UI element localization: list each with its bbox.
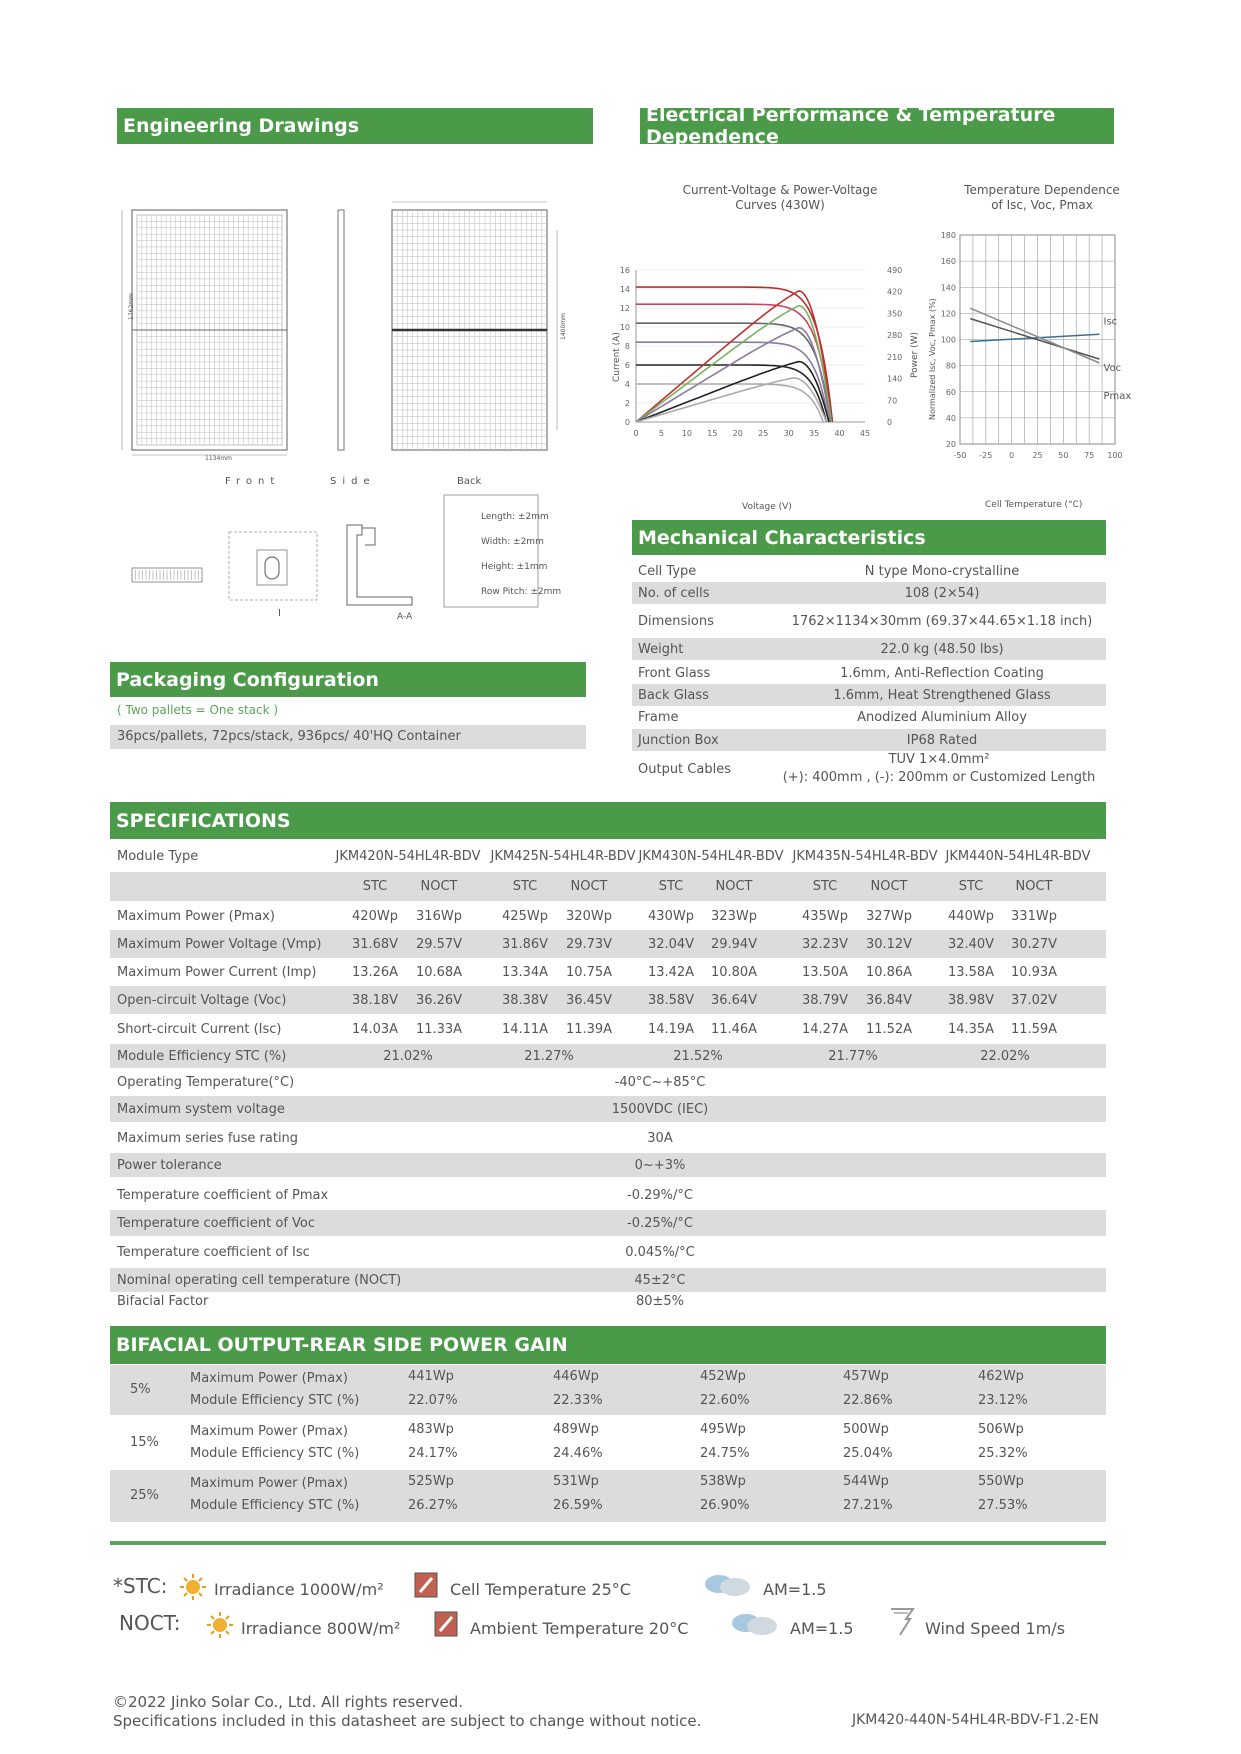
noct-wind-speed: Wind Speed 1m/s <box>925 1619 1066 1638</box>
packaging-note: ( Two pallets = One stack ) <box>117 703 279 717</box>
mech-value: 1.6mm, Heat Strengthened Glass <box>833 687 1051 703</box>
iv-y-tick-right: 140 <box>887 374 903 384</box>
spec-value: 14.27A <box>801 1021 849 1037</box>
spec-row <box>110 902 1106 930</box>
bifacial-pmax-value: 483Wp <box>408 1422 454 1437</box>
bifacial-pmax-value: 462Wp <box>978 1369 1024 1384</box>
spec-value: 331Wp <box>1011 908 1057 924</box>
iv-x-tick: 25 <box>758 429 769 438</box>
general-spec-value: -0.29%/°C <box>627 1187 693 1203</box>
spec-label: Open-circuit Voltage (Voc) <box>117 992 287 1008</box>
spec-label: Short-circuit Current (Isc) <box>117 1021 282 1037</box>
spec-value: 36.84V <box>865 992 913 1008</box>
spec-value: 420Wp <box>352 908 398 924</box>
bifacial-eff-value: 22.07% <box>408 1393 458 1408</box>
temp-x-tick: 0 <box>1009 451 1015 460</box>
temp-y-tick: 80 <box>945 361 956 371</box>
spec-label: Maximum Power Current (Imp) <box>117 964 317 980</box>
temp-y-tick: 180 <box>940 231 956 240</box>
mech-row <box>632 729 1106 751</box>
spec-label: Maximum Power (Pmax) <box>117 908 275 924</box>
noct-header: NOCT <box>715 879 753 894</box>
efficiency-value: 21.52% <box>673 1048 723 1064</box>
efficiency-row <box>110 1044 1106 1068</box>
temp-y-tick: 160 <box>940 257 956 267</box>
iv-y-tick: 14 <box>619 285 630 294</box>
spec-value: 14.19A <box>647 1021 695 1037</box>
iv-y-tick-right: 490 <box>887 266 903 275</box>
spec-value: 29.94V <box>710 936 758 952</box>
bifacial-pmax-value: 531Wp <box>553 1474 599 1489</box>
general-spec-row <box>110 1268 1106 1292</box>
iv-x-tick: 40 <box>834 429 845 438</box>
spec-value: 14.11A <box>501 1021 549 1037</box>
bifacial-eff-value: 26.27% <box>408 1498 458 1513</box>
spec-label: Maximum Power Voltage (Vmp) <box>117 936 322 952</box>
bifacial-eff-value: 25.04% <box>843 1446 893 1461</box>
temp-x-tick: 25 <box>1032 451 1043 460</box>
pv-curve <box>636 291 832 422</box>
temp-x-tick: 100 <box>1107 451 1123 460</box>
mech-value: Anodized Aluminium Alloy <box>857 709 1027 725</box>
bifacial-pmax-value: 441Wp <box>408 1369 454 1384</box>
general-spec-value: -40°C~+85°C <box>614 1074 706 1090</box>
general-spec-row <box>110 1181 1106 1209</box>
mech-value: N type Mono-crystalline <box>864 563 1020 579</box>
iv-x-tick: 0 <box>633 429 639 438</box>
spec-value: 11.59A <box>1010 1021 1058 1037</box>
iv-x-tick: 10 <box>681 429 692 438</box>
bifacial-gain-pct: 25% <box>130 1488 159 1503</box>
sun-icon <box>205 1610 235 1640</box>
efficiency-label: Module Efficiency STC (%) <box>117 1048 287 1064</box>
tolerance-width: Width: ±2mm <box>481 537 544 547</box>
spec-value: 30.12V <box>865 936 913 952</box>
general-spec-label: Temperature coefficient of Voc <box>117 1215 316 1231</box>
iv-x-tick: 15 <box>707 429 718 438</box>
thermometer-icon <box>412 1570 440 1600</box>
iv-y-tick: 0 <box>624 418 630 427</box>
mech-value: 108 (2×54) <box>904 585 980 601</box>
mech-row <box>632 560 1106 582</box>
bifacial-pmax-value: 489Wp <box>553 1422 599 1437</box>
spec-value: 316Wp <box>416 908 462 924</box>
spec-value: 435Wp <box>802 908 848 924</box>
spec-value: 36.26V <box>415 992 463 1008</box>
iv-y-tick-right: 420 <box>887 287 903 297</box>
noct-ambient-temp: Ambient Temperature 20°C <box>470 1619 689 1638</box>
iv-x-tick: 20 <box>732 429 743 438</box>
iv-y-tick-right: 0 <box>887 418 893 427</box>
bifacial-gain-pct: 5% <box>130 1382 151 1397</box>
stc-label: *STC: <box>113 1574 168 1598</box>
front-view-drawing <box>122 210 287 455</box>
spec-value: 13.34A <box>501 964 549 980</box>
bifacial-eff-label: Module Efficiency STC (%) <box>190 1498 360 1513</box>
spec-value: 31.68V <box>351 936 399 952</box>
general-spec-value: 0.045%/°C <box>625 1244 695 1260</box>
noct-irradiance: Irradiance 800W/m² <box>241 1619 401 1638</box>
spec-value: 13.50A <box>801 964 849 980</box>
temp-y-tick: 120 <box>940 309 956 319</box>
spec-value: 11.33A <box>415 1021 463 1037</box>
stc-noct-header-row <box>110 872 1106 901</box>
spec-row <box>110 958 1106 986</box>
bifacial-pmax-value: 495Wp <box>700 1422 746 1437</box>
model-name: JKM420N-54HL4R-BDV <box>335 848 481 864</box>
stc-irradiance: Irradiance 1000W/m² <box>214 1580 384 1599</box>
temp-chart-title-line1: Temperature Dependence <box>964 183 1120 197</box>
footer-doc-code: JKM420-440N-54HL4R-BDV-F1.2-EN <box>852 1712 1099 1728</box>
temp-y-tick: 100 <box>940 335 956 345</box>
bifacial-eff-label: Module Efficiency STC (%) <box>190 1393 360 1408</box>
bifacial-pmax-value: 538Wp <box>700 1474 746 1489</box>
cloud-icon <box>703 1570 753 1598</box>
model-name: JKM430N-54HL4R-BDV <box>638 848 784 864</box>
bifacial-eff-value: 24.75% <box>700 1446 750 1461</box>
mech-key: Dimensions <box>638 613 714 629</box>
bifacial-pmax-label: Maximum Power (Pmax) <box>190 1476 348 1491</box>
bifacial-pmax-value: 457Wp <box>843 1369 889 1384</box>
spec-value: 38.98V <box>947 992 995 1008</box>
spec-value: 11.52A <box>865 1021 913 1037</box>
bifacial-eff-label: Module Efficiency STC (%) <box>190 1446 360 1461</box>
temp-series-label: Pmax <box>1103 391 1132 403</box>
general-spec-label: Temperature coefficient of Pmax <box>117 1187 329 1203</box>
temp-chart-title <box>942 183 1142 213</box>
noct-label: NOCT: <box>119 1611 181 1635</box>
bifacial-row <box>110 1470 1106 1522</box>
iv-chart <box>610 262 903 447</box>
spec-value: 32.04V <box>647 936 695 952</box>
mech-key: Junction Box <box>638 732 719 748</box>
efficiency-value: 22.02% <box>980 1048 1030 1064</box>
mech-value: TUV 1×4.0mm² <box>888 752 990 767</box>
temp-y-tick: 140 <box>940 283 956 293</box>
bifacial-pmax-value: 550Wp <box>978 1474 1024 1489</box>
bifacial-pmax-value: 506Wp <box>978 1422 1024 1437</box>
engineering-header: Engineering Drawings <box>117 108 593 144</box>
noct-header: NOCT <box>570 879 608 894</box>
iv-x-tick: 45 <box>859 429 871 438</box>
bifacial-pmax-value: 525Wp <box>408 1474 454 1489</box>
back-view-drawing <box>392 202 557 450</box>
noct-header: NOCT <box>870 879 908 894</box>
spec-value: 30.27V <box>1010 936 1058 952</box>
spec-value: 29.73V <box>565 936 613 952</box>
temp-x-tick: -25 <box>979 451 993 460</box>
spec-value: 38.58V <box>647 992 695 1008</box>
mech-key: Output Cables <box>638 762 731 777</box>
general-spec-label: Nominal operating cell temperature (NOCT) <box>117 1272 402 1288</box>
temp-x-tick: 50 <box>1058 451 1069 460</box>
packaging-detail: 36pcs/pallets, 72pcs/stack, 936pcs/ 40'HQ Container <box>117 729 461 744</box>
spec-value: 440Wp <box>948 908 994 924</box>
bifacial-row <box>110 1365 1106 1415</box>
bifacial-pmax-value: 544Wp <box>843 1474 889 1489</box>
general-spec-value: 30A <box>647 1130 673 1146</box>
mech-row <box>632 684 1106 706</box>
mech-key: Front Glass <box>638 665 711 681</box>
spec-value: 32.40V <box>947 936 995 952</box>
spec-value: 36.64V <box>710 992 758 1008</box>
mech-key: Cell Type <box>638 563 697 579</box>
tolerance-length: Length: ±2mm <box>481 512 549 522</box>
model-name: JKM425N-54HL4R-BDV <box>490 848 636 864</box>
bifacial-eff-value: 22.60% <box>700 1393 750 1408</box>
iv-x-tick: 5 <box>658 429 664 438</box>
sun-icon <box>178 1572 208 1602</box>
mech-row <box>632 662 1106 684</box>
spec-value: 10.86A <box>865 964 913 980</box>
bifacial-pmax-value: 452Wp <box>700 1369 746 1384</box>
iv-y-tick-right: 280 <box>887 331 903 341</box>
footer-notice: Specifications included in this datasheet are subject to change without notice. <box>113 1712 702 1730</box>
spec-value: 425Wp <box>502 908 548 924</box>
tolerance-height: Height: ±1mm <box>481 562 548 572</box>
model-name: JKM435N-54HL4R-BDV <box>792 848 938 864</box>
electrical-header: Electrical Performance & Temperature Dependence <box>640 108 1114 144</box>
mech-value: 1.6mm, Anti-Reflection Coating <box>840 665 1044 681</box>
general-spec-label: Temperature coefficient of Isc <box>117 1244 310 1260</box>
spec-value: 320Wp <box>566 908 612 924</box>
noct-header: NOCT <box>420 879 458 894</box>
spec-value: 11.46A <box>710 1021 758 1037</box>
bifacial-eff-value: 23.12% <box>978 1393 1028 1408</box>
side-label: Side <box>330 476 376 487</box>
bifacial-eff-value: 26.90% <box>700 1498 750 1513</box>
mech-value: IP68 Rated <box>906 732 978 748</box>
temp-y-tick: 20 <box>945 440 956 449</box>
spec-row <box>110 930 1106 958</box>
spec-value: 13.42A <box>647 964 695 980</box>
spec-value: 13.58A <box>947 964 995 980</box>
bifacial-eff-value: 22.33% <box>553 1393 603 1408</box>
cloud-icon <box>730 1609 780 1637</box>
wind-icon <box>888 1605 916 1639</box>
general-spec-row <box>110 1291 1106 1311</box>
detail-label: I <box>278 608 281 619</box>
mech-row <box>632 610 1106 632</box>
spec-value: 327Wp <box>866 908 912 924</box>
iv-y-tick: 16 <box>619 266 630 275</box>
spec-value: 10.75A <box>565 964 613 980</box>
iv-y-tick: 8 <box>624 342 630 351</box>
general-spec-value: 80±5% <box>635 1293 685 1309</box>
mech-value: 22.0 kg (48.50 lbs) <box>880 641 1004 657</box>
general-spec-row <box>110 1124 1106 1152</box>
general-spec-value: 1500VDC (IEC) <box>611 1101 709 1117</box>
back-label: Back <box>457 476 482 487</box>
spec-value: 38.79V <box>801 992 849 1008</box>
mech-value: (+): 400mm , (-): 200mm or Customized Length <box>782 770 1096 785</box>
side-view-drawing <box>338 210 344 450</box>
general-spec-value: 0~+3% <box>634 1157 686 1173</box>
general-spec-label: Power tolerance <box>117 1157 222 1173</box>
bifacial-pmax-label: Maximum Power (Pmax) <box>190 1371 348 1386</box>
spec-value: 36.45V <box>565 992 613 1008</box>
mech-row-output-cables <box>632 752 1106 788</box>
efficiency-value: 21.27% <box>524 1048 574 1064</box>
spec-value: 11.39A <box>565 1021 613 1037</box>
temp-series-label: Voc <box>1103 363 1122 375</box>
spec-value: 38.18V <box>351 992 399 1008</box>
temp-ylabel: Normalized Isc, Voc, Pmax (%) <box>928 298 937 420</box>
section-label: A-A <box>397 612 413 622</box>
stc-header: STC <box>658 879 684 894</box>
general-spec-label: Maximum series fuse rating <box>117 1130 299 1146</box>
iv-y-tick: 12 <box>619 304 630 313</box>
noct-header: NOCT <box>1015 879 1053 894</box>
stc-cell-temp: Cell Temperature 25°C <box>450 1580 631 1599</box>
spec-value: 10.80A <box>710 964 758 980</box>
spec-value: 32.23V <box>801 936 849 952</box>
iv-y-tick: 4 <box>624 380 630 389</box>
mech-key: Frame <box>638 709 679 725</box>
mech-key: Weight <box>638 641 684 657</box>
module-type-label: Module Type <box>117 848 199 864</box>
iv-ylabel-left: Current (A) <box>612 332 622 382</box>
spec-value: 38.38V <box>501 992 549 1008</box>
iv-y-tick-right: 350 <box>887 309 903 319</box>
general-spec-label: Bifacial Factor <box>117 1293 209 1309</box>
spec-value: 430Wp <box>648 908 694 924</box>
iv-chart-title-line1: Current-Voltage & Power-Voltage <box>682 183 878 197</box>
iv-x-tick: 30 <box>783 429 794 438</box>
stc-header: STC <box>512 879 538 894</box>
mech-row <box>632 706 1106 728</box>
temp-series-line <box>970 319 1099 360</box>
bifacial-divider <box>110 1541 1106 1545</box>
general-spec-label: Maximum system voltage <box>117 1101 285 1117</box>
general-spec-row <box>110 1096 1106 1122</box>
spec-value: 29.57V <box>415 936 463 952</box>
mech-value: 1762×1134×30mm (69.37×44.65×1.18 inch) <box>791 613 1093 629</box>
spec-value: 14.03A <box>351 1021 399 1037</box>
bifacial-eff-value: 26.59% <box>553 1498 603 1513</box>
efficiency-value: 21.77% <box>828 1048 878 1064</box>
temp-y-tick: 60 <box>945 387 956 397</box>
module-type-row <box>110 843 1106 869</box>
stc-header: STC <box>362 879 388 894</box>
spec-value: 14.35A <box>947 1021 995 1037</box>
spec-value: 13.26A <box>351 964 399 980</box>
general-spec-value: -0.25%/°C <box>627 1215 693 1231</box>
bifacial-pmax-label: Maximum Power (Pmax) <box>190 1424 348 1439</box>
spec-value: 10.68A <box>415 964 463 980</box>
spec-value: 31.86V <box>501 936 549 952</box>
temp-x-tick: -50 <box>953 451 967 460</box>
iv-y-tick-right: 210 <box>887 352 903 362</box>
bifacial-eff-value: 27.53% <box>978 1498 1028 1513</box>
model-name: JKM440N-54HL4R-BDV <box>945 848 1091 864</box>
tolerance-row-pitch: Row Pitch: ±2mm <box>481 587 562 597</box>
packaging-header: Packaging Configuration <box>110 662 586 697</box>
spec-value: 10.93A <box>1010 964 1058 980</box>
stc-header: STC <box>958 879 984 894</box>
bifacial-eff-value: 27.21% <box>843 1498 893 1513</box>
efficiency-value: 21.02% <box>383 1048 433 1064</box>
thermometer-icon <box>432 1609 460 1639</box>
dim-mount-label: 1400mm <box>560 313 567 340</box>
general-spec-value: 45±2°C <box>634 1272 686 1288</box>
specifications-header: SPECIFICATIONS <box>110 802 1106 839</box>
general-spec-row <box>110 1238 1106 1266</box>
iv-y-tick: 2 <box>624 399 630 408</box>
general-spec-row <box>110 1069 1106 1095</box>
temp-xlabel: Cell Temperature (°C) <box>985 500 1083 510</box>
stc-header: STC <box>812 879 838 894</box>
mechanical-header: Mechanical Characteristics <box>632 520 1106 555</box>
temp-series-label: Isc <box>1103 316 1118 328</box>
iv-y-tick: 10 <box>619 323 630 332</box>
iv-ylabel-right: Power (W) <box>910 332 920 378</box>
dim-length-label: 1762mm <box>128 293 135 320</box>
footer-copyright: ©2022 Jinko Solar Co., Ltd. All rights reserved. <box>113 1693 463 1711</box>
bifacial-eff-value: 24.46% <box>553 1446 603 1461</box>
stc-am: AM=1.5 <box>763 1580 827 1599</box>
iv-chart-title-line2: Curves (430W) <box>735 198 825 212</box>
iv-x-tick: 35 <box>809 429 820 438</box>
general-spec-row <box>110 1210 1106 1236</box>
mech-key: Back Glass <box>638 687 709 703</box>
iv-y-tick-right: 70 <box>887 396 898 406</box>
bifacial-eff-value: 25.32% <box>978 1446 1028 1461</box>
dim-width-label: 1134mm <box>205 455 232 462</box>
mech-row <box>632 582 1106 604</box>
temp-chart-title-line2: of Isc, Voc, Pmax <box>991 198 1093 212</box>
bifacial-eff-value: 24.17% <box>408 1446 458 1461</box>
iv-chart-title <box>660 183 900 213</box>
bifacial-pmax-value: 500Wp <box>843 1422 889 1437</box>
spec-value: 323Wp <box>711 908 757 924</box>
general-spec-row <box>110 1153 1106 1177</box>
bifacial-header: BIFACIAL OUTPUT-REAR SIDE POWER GAIN <box>110 1326 1106 1364</box>
general-spec-label: Operating Temperature(°C) <box>117 1074 295 1090</box>
temp-y-tick: 40 <box>945 413 956 423</box>
bifacial-gain-pct: 15% <box>130 1435 159 1450</box>
mech-key: No. of cells <box>638 585 710 601</box>
spec-row <box>110 1015 1106 1043</box>
bifacial-pmax-value: 446Wp <box>553 1369 599 1384</box>
spec-row <box>110 986 1106 1014</box>
bifacial-eff-value: 22.86% <box>843 1393 893 1408</box>
tolerance-list <box>481 505 561 605</box>
noct-am: AM=1.5 <box>790 1619 854 1638</box>
iv-y-tick: 6 <box>624 361 630 370</box>
bifacial-row <box>110 1418 1106 1468</box>
temp-x-tick: 75 <box>1084 451 1095 460</box>
iv-xlabel: Voltage (V) <box>742 502 792 512</box>
mech-row <box>632 638 1106 660</box>
temp-chart <box>935 226 1135 488</box>
spec-value: 37.02V <box>1010 992 1058 1008</box>
front-label: Front <box>225 476 281 487</box>
